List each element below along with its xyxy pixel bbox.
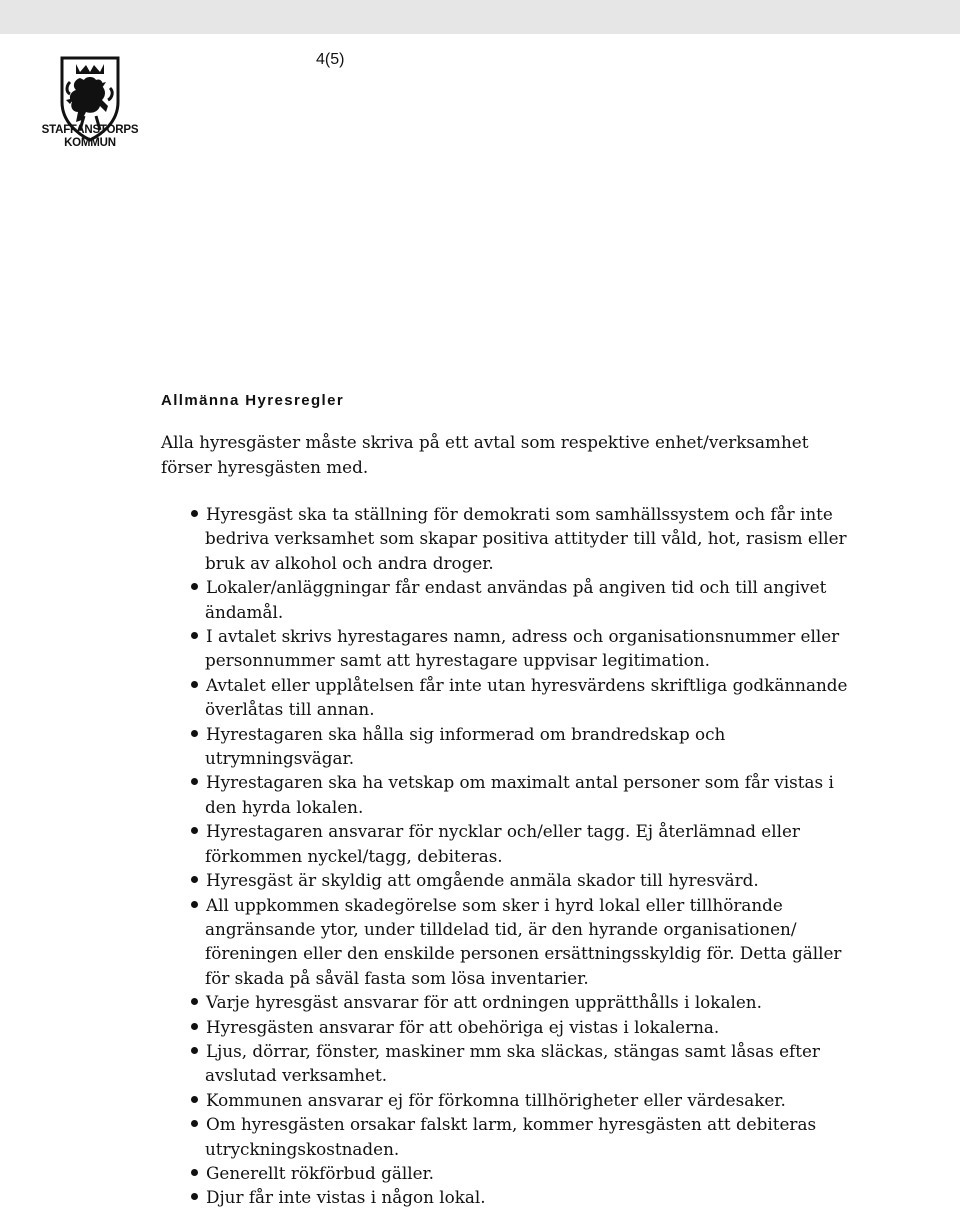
rule-list-item — [161, 990, 851, 1014]
bullet-icon — [191, 1120, 198, 1127]
bullet-icon — [191, 778, 198, 785]
rule-text: Djur får inte vistas i någon lokal. — [206, 1187, 486, 1208]
bullet-icon — [191, 681, 198, 688]
rule-text: Hyresgäst ska ta ställning för demokrati som samhällssystem och får inte bedriva verksamhet som skapar positiva attityder till våld, hot, rasism eller bruk av alkohol och andra droger. — [205, 504, 847, 573]
rule-list-item — [161, 1088, 851, 1112]
bullet-icon — [191, 1193, 198, 1200]
bullet-icon — [191, 1169, 198, 1176]
rule-list-item — [161, 575, 851, 624]
bullet-icon — [191, 827, 198, 834]
rule-list-item — [161, 770, 851, 819]
rule-list-item — [161, 1039, 851, 1088]
rule-text: Lokaler/anläggningar får endast användas på angiven tid och till angivet ändamål. — [205, 577, 827, 622]
rule-text: All uppkommen skadegörelse som sker i hyrd lokal eller tillhörande angränsande ytor, under tilldelad tid, är den hyrande organisationen/ föreningen eller den enskilde personen ersättningsskyldig för. Detta gäller för skada på såväl fasta som lösa inventarier. — [205, 894, 842, 988]
rule-list-item — [161, 893, 851, 991]
page-number: 4(5) — [316, 51, 345, 68]
rule-list-item — [161, 673, 851, 722]
rule-list-item — [161, 624, 851, 673]
rule-list-item — [161, 1015, 851, 1039]
logo-text-line2: KOMMUN — [64, 137, 116, 149]
bullet-icon — [191, 510, 198, 517]
rule-text: Hyresgästen ansvarar för att obehöriga ej vistas i lokalerna. — [206, 1016, 720, 1037]
rule-text: Hyrestagaren ska ha vetskap om maximalt antal personer som får vistas i den hyrda lokalen. — [205, 772, 834, 817]
rule-text: Ljus, dörrar, fönster, maskiner mm ska släckas, stängas samt låsas efter avslutad verksamhet. — [205, 1040, 820, 1086]
rule-text: Varje hyresgäst ansvarar för att ordningen upprätthålls i lokalen. — [206, 992, 762, 1013]
rule-list-item — [161, 1112, 851, 1161]
bullet-icon — [191, 1023, 198, 1030]
rule-text: Hyresgäst är skyldig att omgående anmäla skador till hyresvärd. — [206, 870, 759, 891]
page-top-bar — [0, 0, 960, 34]
bullet-icon — [191, 632, 198, 639]
rule-list-item — [161, 502, 851, 575]
rule-text: Om hyresgästen orsakar falskt larm, kommer hyresgästen att debiteras utryckningskostnaden. — [205, 1114, 817, 1159]
rule-list-item — [161, 722, 851, 771]
rule-text: Generellt rökförbud gäller. — [206, 1162, 435, 1183]
rule-text: Avtalet eller upplåtelsen får inte utan hyresvärdens skriftliga godkännande överlåtas till annan. — [205, 674, 848, 720]
rule-text: Hyrestagaren ska hålla sig informerad om brandredskap och utrymningsvägar. — [205, 723, 726, 769]
bullet-icon — [191, 1096, 198, 1103]
rule-text: Kommunen ansvarar ej för förkomna tillhörigheter eller värdesaker. — [206, 1089, 786, 1110]
bullet-icon — [191, 1047, 198, 1054]
rule-list-item — [161, 819, 851, 868]
rule-list-item — [161, 1185, 851, 1209]
bullet-icon — [191, 730, 198, 737]
rule-list-item — [161, 868, 851, 892]
rule-list-item — [161, 1161, 851, 1185]
rules-list — [161, 502, 851, 1210]
rule-text: Hyrestagaren ansvarar för nycklar och/eller tagg. Ej återlämnad eller förkommen nyckel/tagg, debiteras. — [205, 821, 800, 866]
rule-text: I avtalet skrivs hyrestagares namn, adress och organisationsnummer eller personnummer samt att hyrestagare uppvisar legitimation. — [205, 626, 840, 671]
section-heading: Allmänna Hyresregler — [161, 392, 345, 409]
logo-text-line1: STAFFANSTORPS — [41, 124, 139, 136]
bullet-icon — [191, 998, 198, 1005]
bullet-icon — [191, 876, 198, 883]
bullet-icon — [191, 583, 198, 590]
intro-paragraph: Alla hyresgäster måste skriva på ett avtal som respektive enhet/verksamhet förser hyresgästen med. — [161, 432, 809, 477]
bullet-icon — [191, 901, 198, 908]
